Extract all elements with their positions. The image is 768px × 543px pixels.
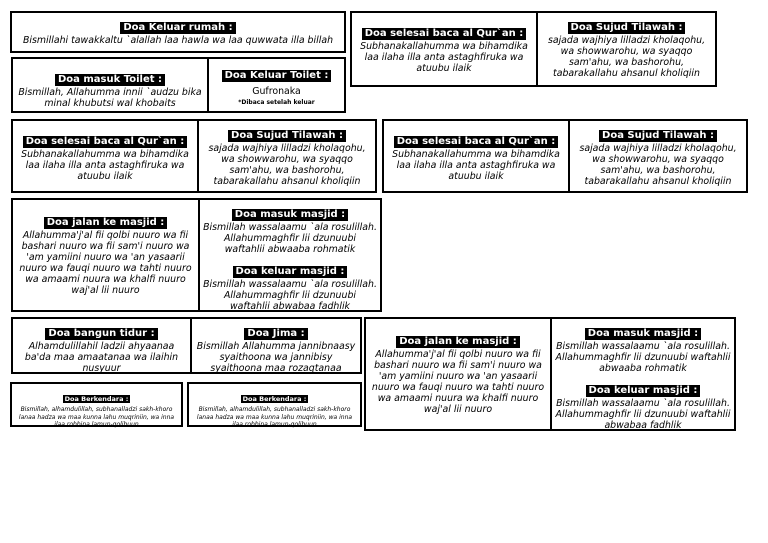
card-title: Doa Sujud Tilawah : <box>228 130 346 142</box>
card-text: Bismillah wassalaamu `ala rosulillah. Allahummaghfir lii dzunuubi waftahlii abwaaba rohmatik <box>555 341 731 374</box>
card-text: sajada wajhiya lilladzi kholaqohu, wa showwarohu, wa syaqqo sam'ahu, wa bashorohu, tabarakallahu ahsanul kholiqiin <box>208 143 366 187</box>
card-toilet <box>11 57 346 113</box>
card-masjid-1 <box>11 198 382 312</box>
card-note: *Dibaca setelah keluar <box>238 99 315 106</box>
card-title: Doa selesai baca al Qur`an : <box>23 136 188 148</box>
card-text: Bismillah wassalaamu `ala rosulillah. Allahummaghfir lii dzunuubi waftahlii abwabaa fadhlik <box>203 279 377 312</box>
card-text: Subhanakallahumma wa bihamdika laa ilaha illa anta astaghfiruka wa atuubu ilaik <box>360 41 528 74</box>
card-title: Doa masuk Toilet : <box>55 74 165 86</box>
card-quran-sujud-2 <box>11 119 377 193</box>
card-text: Alhamdulillahil ladzii ahyaanaa ba'da maa amaatanaa wa ilaihin nusyuur <box>24 341 179 374</box>
card-title: Doa masuk masjid : <box>585 328 701 340</box>
card-title: Doa keluar masjid : <box>586 385 701 397</box>
card-berkendara-2 <box>187 382 362 427</box>
card-text: sajada wajhiya lilladzi kholaqohu, wa showwarohu, wa syaqqo sam'ahu, wa bashorohu, tabarakallahu ahsanul kholiqiin <box>579 143 737 187</box>
card-quran-sujud-1 <box>350 11 717 87</box>
card-masjid-2 <box>364 317 736 431</box>
card-text: Allahumma'j'al fii qolbi nuuro wa fii bashari nuuro wa fii sam'i nuuro wa 'am yamiini nuuro wa 'an yasaarii nuuro wa fauqi nuuro wa tahti nuuro wa amaami nuura wa khalfi nuuro waj'al lii nuuro <box>371 349 545 415</box>
card-title: Doa selesai baca al Qur`an : <box>362 28 527 40</box>
card-tidur-jima <box>11 317 362 374</box>
card-text: Subhanakallahumma wa bihamdika laa ilaha illa anta astaghfiruka wa atuubu ilaik <box>392 149 560 182</box>
card-berkendara-1 <box>10 382 183 427</box>
card-title: Doa bangun tidur : <box>45 328 157 340</box>
card-title: Doa jalan ke masjid : <box>44 217 168 229</box>
card-title: Doa masuk masjid : <box>232 209 348 221</box>
card-text: Bismillah, alhamdulillah, subhanalladzi sakh-khoro lanaa hadza wa maa kunna lahu muqriniin, wa inna ilaa robbina lamun-qolibuun <box>18 406 175 428</box>
card-title: Doa jalan ke masjid : <box>396 336 520 348</box>
card-title: Doa selesai baca al Qur`an : <box>394 136 559 148</box>
card-text: Bismillah wassalaamu `ala rosulillah. Allahummaghfir lii dzunuubi waftahlii abwaaba rohmatik <box>203 222 377 255</box>
card-text: sajada wajhiya lilladzi kholaqohu, wa showwarohu, wa syaqqo sam'ahu, wa bashorohu, tabarakallahu ahsanul kholiqiin <box>547 35 706 79</box>
card-title: Doa Berkendara : <box>242 395 307 403</box>
card-title: Doa Keluar rumah : <box>120 22 235 34</box>
card-title: Doa Sujud Tilawah : <box>568 22 686 34</box>
card-keluar-rumah <box>10 11 346 53</box>
card-text: Bismillah wassalaamu `ala rosulillah. Allahummaghfir lii dzunuubi waftahlii abwabaa fadhlik <box>555 398 731 431</box>
card-quran-sujud-3 <box>382 119 748 193</box>
card-text: Bismillah, alhamdulillah, subhanalladzi sakh-khoro lanaa hadza wa maa kunna lahu muqriniin, wa inna ilaa robbina lamun-qolibuun <box>196 406 353 428</box>
card-title: Doa Sujud Tilawah : <box>599 130 717 142</box>
card-text: Subhanakallahumma wa bihamdika laa ilaha illa anta astaghfiruka wa atuubu ilaik <box>21 149 189 182</box>
card-title: Doa Berkendara : <box>64 395 129 403</box>
card-title: Doa Keluar Toilet : <box>222 70 332 82</box>
card-text: Bismillahi tawakkaltu `alallah laa hawla wa laa quwwata illa billah <box>22 35 334 46</box>
card-title: Doa keluar masjid : <box>233 266 348 278</box>
card-text: Bismillah, Allahumma innii `audzu bika minal khubutsi wal khobaits <box>18 87 202 109</box>
card-text: Bismillah Allahumma jannibnaasy syaithoona wa jannibisy syaithoona maa rozaqtanaa <box>196 341 356 374</box>
card-text: Allahumma'j'al fii qolbi nuuro wa fii bashari nuuro wa fii sam'i nuuro wa 'am yamiini nuuro wa 'an yasaarii nuuro wa fauqi nuuro wa tahti nuuro wa amaami nuura wa khalfi nuuro waj'al lii nuuro <box>19 230 192 296</box>
card-text: Gufronaka <box>252 86 301 97</box>
card-title: Doa Jima : <box>244 328 307 340</box>
